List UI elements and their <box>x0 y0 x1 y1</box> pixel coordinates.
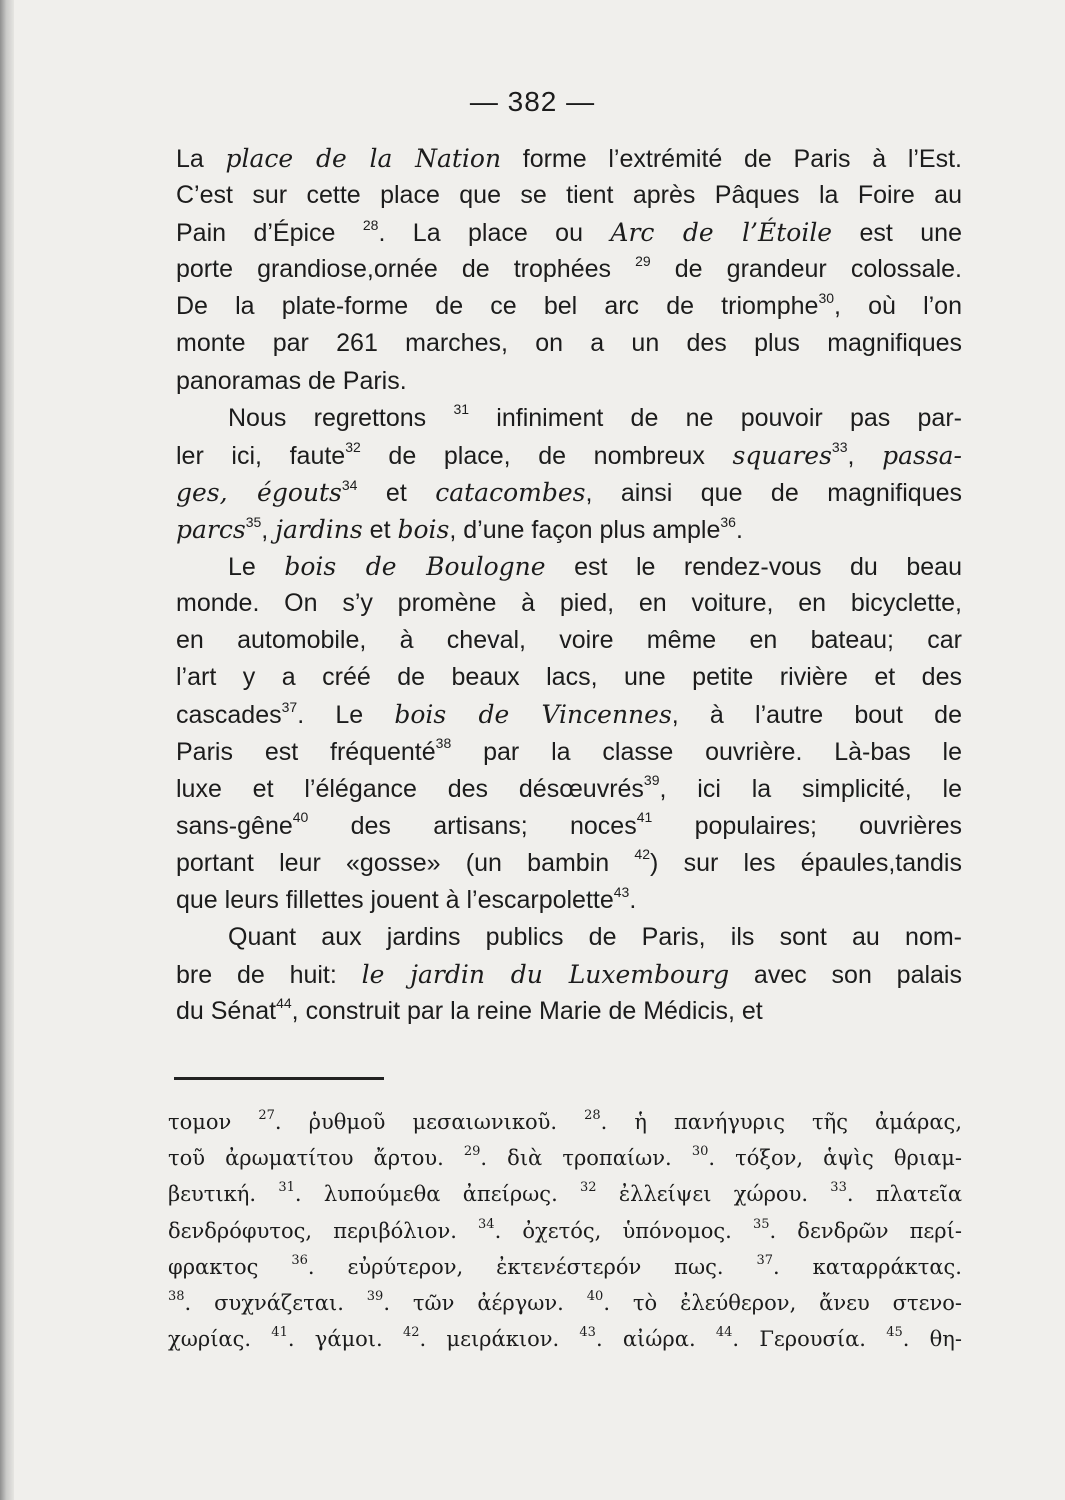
footnote-ref: 29 <box>635 252 651 269</box>
footnote-ref: 33 <box>831 439 848 456</box>
text-run: . ἡ πανήγυρις τῆς ἀμάρας, <box>600 1110 962 1134</box>
body-line <box>176 363 962 400</box>
italic-term: Arc de l’Étoile <box>610 218 833 248</box>
text-run: . Γερουσία. <box>732 1327 887 1352</box>
footnotes <box>168 1104 962 1357</box>
text-run: . δενδρῶν περί- <box>769 1218 962 1243</box>
text-run: Paris est fréquenté <box>176 737 436 766</box>
body-line <box>176 808 962 845</box>
text-run: infiniment de ne pouvoir pas par- <box>469 403 962 432</box>
body-line <box>176 956 962 993</box>
body-line <box>176 622 962 659</box>
footnote-ref: 31 <box>453 401 470 418</box>
text-run: Pain d’Épice <box>176 219 363 248</box>
body-line <box>176 882 962 919</box>
footnote-line <box>168 1213 962 1249</box>
footnote-line <box>168 1249 962 1285</box>
body-line <box>176 177 962 214</box>
text-run: en automobile, à cheval, voire même en bateau; car <box>176 626 962 655</box>
text-run: de place, de nombreux <box>360 441 733 470</box>
text-run: . <box>735 515 743 544</box>
footnote-line <box>168 1285 962 1321</box>
text-run: ἐλλείψει χώρου. <box>596 1182 831 1207</box>
text-run: , <box>261 515 276 544</box>
footnote-ref: 40 <box>586 1288 604 1304</box>
body-line <box>176 140 962 177</box>
italic-term: ges, égouts <box>176 477 342 507</box>
text-run: , ici la simplicité, le <box>659 774 962 803</box>
body-line <box>176 251 962 288</box>
footnote-ref: 42 <box>634 846 650 863</box>
text-run: , ainsi que de magnifiques <box>585 478 963 507</box>
text-run: porte grandiose,ornée de trophées <box>176 255 636 284</box>
footnote-ref: 30 <box>691 1144 709 1160</box>
page-binding-edge <box>0 0 14 1500</box>
italic-term: bois de Vincennes <box>394 700 672 730</box>
text-run: . μειράκιον. <box>419 1327 580 1352</box>
footnote-ref: 31 <box>278 1180 295 1196</box>
text-run: . τὸ ἐλεύθερον, ἄνευ στενο- <box>603 1290 962 1315</box>
text-run: . λυπούμεθα ἀπείρως. <box>294 1182 581 1207</box>
text-run: monte par 261 marches, on a un des plus magnifiques <box>176 329 962 358</box>
footnote-ref: 42 <box>402 1325 420 1341</box>
text-run: ler ici, faute <box>176 441 346 470</box>
footnote-ref: 28 <box>362 216 379 233</box>
footnote-ref: 28 <box>584 1108 601 1123</box>
text-run: . ῥυθμοῦ μεσαιωνικοῦ. <box>274 1110 585 1134</box>
body-line <box>176 993 962 1030</box>
text-run: l’art y a créé de beaux lacs, une petite rivière et des <box>176 663 962 692</box>
footnote-ref: 37 <box>281 699 298 716</box>
footnote-ref: 41 <box>636 809 653 826</box>
text-run: δενδρόφυτος, περιβόλιον. <box>168 1218 479 1243</box>
text-run: . <box>629 885 637 914</box>
text-run: . διὰ τροπαίων. <box>480 1146 692 1171</box>
text-run: est une <box>832 219 962 248</box>
footnote-separator <box>174 1077 384 1080</box>
italic-term: squares <box>732 440 832 470</box>
body-line <box>176 919 962 956</box>
text-run: de grandeur colossale. <box>650 255 962 284</box>
footnote-ref: 35 <box>245 513 262 530</box>
body-line <box>176 288 962 325</box>
text-run: , d’une façon plus ample <box>449 515 721 544</box>
footnote-ref: 33 <box>830 1180 847 1196</box>
footnote-line <box>168 1321 962 1357</box>
text-run: bre de huit: <box>176 961 362 990</box>
footnote-line <box>168 1140 962 1176</box>
text-run: est le rendez-vous du beau <box>545 553 962 582</box>
text-run: luxe et l’élégance des désœuvrés <box>176 774 644 803</box>
body-line <box>176 845 962 882</box>
text-run: τομον <box>168 1110 259 1134</box>
footnote-ref: 27 <box>258 1108 275 1123</box>
footnote-ref: 39 <box>643 772 660 789</box>
text-run: portant leur «gosse» (un bambin <box>176 848 635 877</box>
text-run: . συχνάζεται. <box>184 1290 367 1315</box>
body-line <box>176 734 962 771</box>
footnote-ref: 45 <box>886 1325 903 1341</box>
text-run: , à l’autre bout de <box>671 701 962 730</box>
body-line <box>176 585 962 622</box>
text-run: La <box>176 145 226 173</box>
footnote-ref: 40 <box>292 809 309 826</box>
text-run: Nous regrettons <box>228 403 454 432</box>
footnote-ref: 41 <box>271 1325 288 1341</box>
footnote-ref: 36 <box>291 1252 308 1268</box>
text-run: βευτική. <box>168 1182 279 1207</box>
footnote-ref: 39 <box>366 1288 384 1304</box>
footnote-line <box>168 1104 962 1140</box>
text-run: Le <box>228 553 285 582</box>
text-run: . ὀχετός, ὑπόνομος. <box>494 1218 753 1243</box>
italic-term: parcs <box>176 514 246 544</box>
footnote-ref: 32 <box>580 1180 597 1196</box>
italic-term: catacombes <box>435 477 586 507</box>
text-run: . τόξον, ἁψὶς θριαμ- <box>708 1146 962 1171</box>
text-run: que leurs fillettes jouent à l’escarpolette <box>176 885 614 914</box>
body-line <box>176 400 962 437</box>
italic-term: place de la Nation <box>225 144 502 173</box>
text-run: et <box>357 478 436 507</box>
text-run: . καταρράκτας. <box>773 1254 962 1279</box>
footnote-line <box>168 1176 962 1212</box>
text-run: De la plate-forme de ce bel arc de triomphe <box>176 292 819 321</box>
footnote-ref: 44 <box>276 994 292 1011</box>
footnote-ref: 29 <box>463 1144 481 1160</box>
text-run: . εὐρύτερον, ἐκτενέστερόν πως. <box>307 1254 757 1279</box>
text-run: ) sur les épaules,tandis <box>650 848 962 877</box>
footnote-ref: 38 <box>168 1288 185 1304</box>
text-run: panoramas de Paris. <box>176 366 407 395</box>
italic-term: bois de Boulogne <box>284 552 546 582</box>
body-text <box>176 140 962 1030</box>
footnote-ref: 34 <box>478 1216 495 1232</box>
text-run: . La place ou <box>378 219 611 248</box>
footnote-ref: 44 <box>715 1325 733 1341</box>
text-run: C’est sur cette place que se tient après Pâques la Foire au <box>176 181 962 210</box>
text-run: . Le <box>297 701 395 730</box>
italic-term: le jardin du Luxembourg <box>361 960 730 990</box>
footnote-ref: 35 <box>752 1216 770 1232</box>
text-run: par la classe ouvrière. Là-bas le <box>451 737 963 766</box>
footnote-ref: 32 <box>345 439 361 456</box>
footnote-ref: 34 <box>341 476 358 493</box>
text-run: . πλατεῖα <box>846 1182 963 1207</box>
italic-term: jardins <box>275 514 363 544</box>
text-run: Quant aux jardins publics de Paris, ils sont au nom- <box>228 922 962 951</box>
body-line <box>176 437 962 474</box>
text-run: cascades <box>176 701 282 730</box>
text-run: , où l’on <box>834 292 962 321</box>
text-run: χωρίας. <box>168 1327 272 1352</box>
body-line <box>176 511 962 548</box>
text-run: . αἰώρα. <box>595 1327 716 1352</box>
text-run: et <box>362 515 398 544</box>
body-line <box>176 696 962 733</box>
text-run: . τῶν ἀέργων. <box>383 1290 587 1315</box>
italic-term: bois <box>397 514 450 544</box>
text-run: . γάμοι. <box>287 1327 403 1352</box>
footnote-ref: 36 <box>720 513 736 530</box>
text-run: populaires; ouvrières <box>652 811 963 840</box>
text-run: τοῦ ἀρωματίτου ἄρτου. <box>168 1146 464 1171</box>
text-run: du Sénat <box>176 997 277 1026</box>
text-run: , construit par la reine Marie de Médicis, et <box>291 997 763 1026</box>
body-line <box>176 771 962 808</box>
text-run: φρακτος <box>168 1254 292 1279</box>
text-run: . θη- <box>902 1327 962 1352</box>
body-line <box>176 548 962 585</box>
italic-term: passa- <box>882 440 962 470</box>
text-run: avec son palais <box>729 961 962 990</box>
body-line <box>176 214 962 251</box>
text-run: des artisans; noces <box>308 811 637 840</box>
footnote-ref: 43 <box>579 1325 596 1341</box>
footnote-ref: 43 <box>613 883 630 900</box>
footnote-ref: 37 <box>756 1252 774 1268</box>
text-run: forme l’extrémité de Paris à l’Est. <box>501 145 962 173</box>
page-number: — 382 — <box>469 86 596 117</box>
body-line <box>176 325 962 362</box>
footnote-ref: 38 <box>435 735 452 752</box>
footnote-ref: 30 <box>818 290 835 307</box>
body-line <box>176 474 962 511</box>
body-line <box>176 659 962 696</box>
text-run: monde. On s’y promène à pied, en voiture, en bicyclette, <box>176 589 962 618</box>
text-run: , <box>847 441 883 470</box>
text-run: sans-gêne <box>176 811 293 840</box>
